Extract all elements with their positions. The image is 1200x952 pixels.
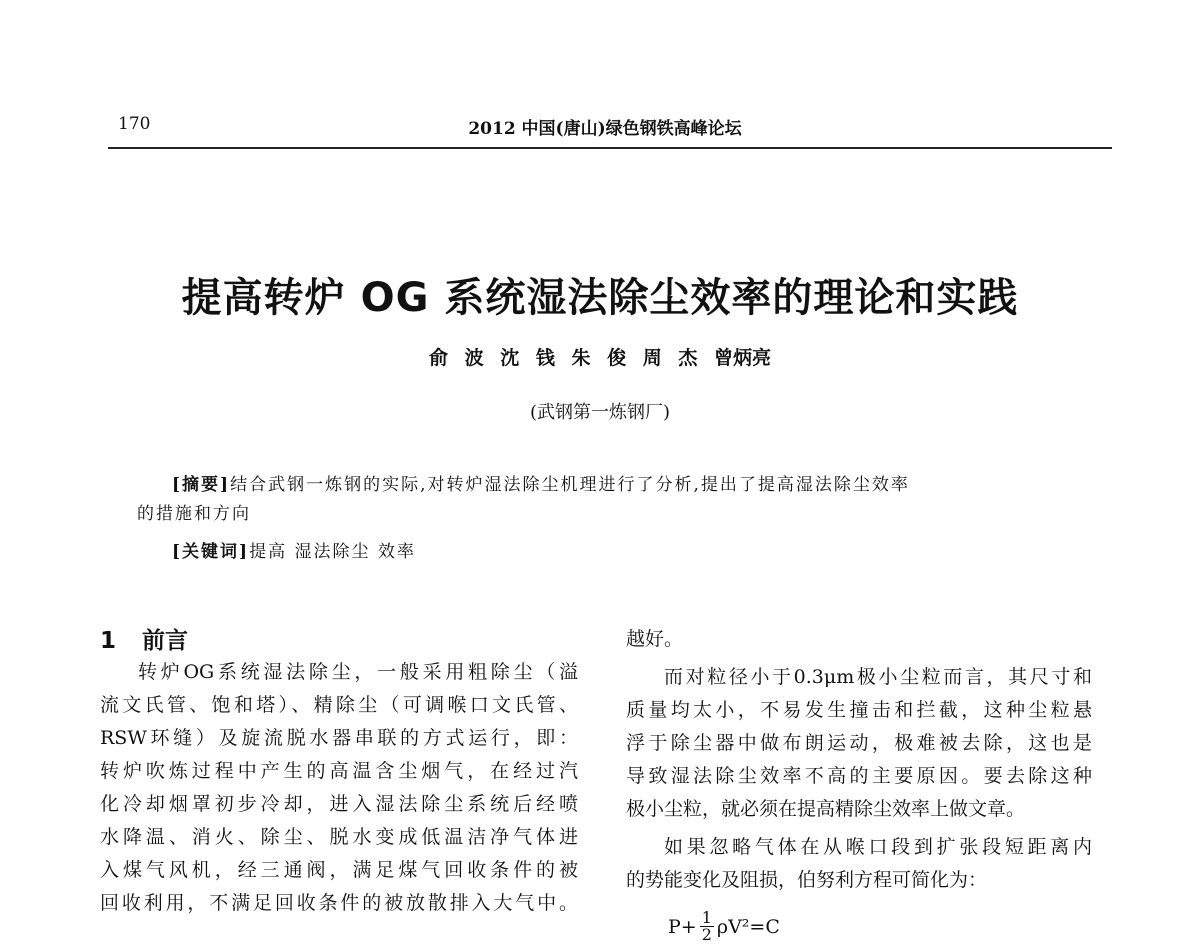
affiliation: (武钢第一炼钢厂) bbox=[529, 402, 671, 423]
bernoulli-formula bbox=[668, 910, 780, 943]
authors: 俞 波 沈 钱 朱 俊 周 杰 曾炳亮 bbox=[429, 347, 771, 369]
body-line: 导致湿法除尘效率不高的主要原因。要去除这种 bbox=[626, 765, 1092, 787]
body-line: 极小尘粒，就必须在提高精除尘效率上做文章。 bbox=[626, 798, 1026, 820]
keywords-tag: [关键词] bbox=[172, 542, 250, 562]
body-line: 转炉吹炼过程中产生的高温含尘烟气，在经过汽 bbox=[100, 760, 578, 782]
keywords-line bbox=[172, 537, 416, 562]
body-line: 转炉OG系统湿法除尘，一般采用粗除尘（溢 bbox=[138, 661, 578, 683]
body-line: 入煤气风机，经三通阀，满足煤气回收条件的被 bbox=[100, 859, 578, 881]
section-title: 前言 bbox=[142, 628, 189, 654]
right-column bbox=[626, 623, 1092, 897]
abstract-text-1: 结合武钢一炼钢的实际,对转炉湿法除尘机理进行了分析,提出了提高湿法除尘效率 bbox=[230, 475, 910, 495]
running-header: 2012 中国(唐山)绿色钢铁高峰论坛 bbox=[468, 119, 742, 139]
article-title: 提高转炉 OG 系统湿法除尘效率的理论和实践 bbox=[181, 275, 1019, 321]
body-line: 越好。 bbox=[626, 628, 684, 650]
body-line: 而对粒径小于0.3μm极小尘粒而言，其尺寸和 bbox=[664, 666, 1092, 688]
section-heading bbox=[100, 622, 188, 655]
formula-left: P+ bbox=[668, 915, 697, 938]
abstract-text-2: 的措施和方向 bbox=[137, 504, 251, 524]
section-number: 1 bbox=[100, 628, 117, 654]
formula-fraction bbox=[700, 910, 714, 943]
fraction-denominator: 2 bbox=[701, 925, 712, 944]
body-line: 的势能变化及阻损，伯努利方程可简化为： bbox=[626, 869, 988, 891]
body-line: RSW环缝）及旋流脱水器串联的方式运行，即： bbox=[100, 727, 578, 749]
body-line: 水降温、消火、除尘、脱水变成低温洁净气体进 bbox=[100, 826, 578, 848]
abstract-line-1 bbox=[172, 470, 910, 495]
fraction-numerator: 1 bbox=[701, 908, 712, 927]
body-line: 浮于除尘器中做布朗运动，极难被去除，这也是 bbox=[626, 732, 1092, 754]
left-column bbox=[100, 656, 578, 920]
page-number: 170 bbox=[118, 114, 151, 134]
body-line: 回收利用，不满足回收条件的被放散排入大气中。 bbox=[100, 892, 578, 914]
abstract-tag: [摘要] bbox=[172, 475, 231, 495]
body-line: 如果忽略气体在从喉口段到扩张段短距离内 bbox=[664, 836, 1092, 858]
body-line: 质量均太小，不易发生撞击和拦截，这种尘粒悬 bbox=[626, 699, 1092, 721]
body-line: 化冷却烟罩初步冷却，进入湿法除尘系统后经喷 bbox=[100, 793, 578, 815]
header-rule bbox=[108, 147, 1112, 149]
formula-right: ρV²=C bbox=[716, 915, 780, 938]
keywords-text: 提高 湿法除尘 效率 bbox=[249, 542, 416, 562]
body-line: 流文氏管、饱和塔）、精除尘（可调喉口文氏管、 bbox=[100, 694, 578, 716]
